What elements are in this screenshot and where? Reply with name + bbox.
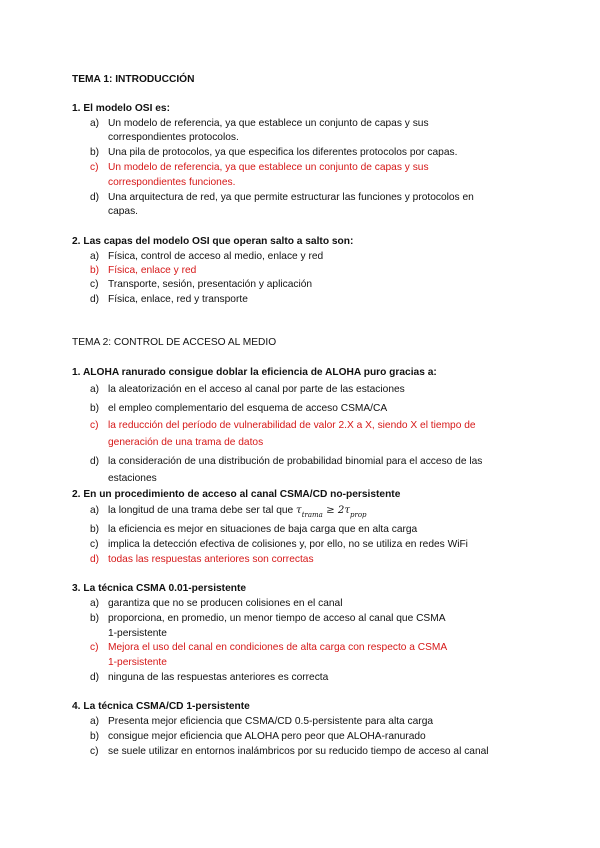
section-title: TEMA 2: CONTROL DE ACCESO AL MEDIO — [72, 337, 277, 348]
option-text-correct: 1-persistente — [108, 657, 167, 668]
option-label: c) — [90, 539, 99, 550]
option-text: proporciona, en promedio, un menor tiempo de acceso al canal que CSMA — [108, 613, 446, 624]
option-text: correspondientes protocolos. — [108, 132, 239, 143]
option-text: Física, enlace, red y transporte — [108, 294, 248, 305]
option-label: b) — [90, 147, 100, 158]
question-heading: 4. La técnica CSMA/CD 1-persistente — [72, 701, 250, 712]
option-text: el empleo complementario del esquema de acceso CSMA/CA — [108, 403, 388, 414]
option-label: b) — [90, 403, 100, 414]
option-label-correct: d) — [90, 554, 100, 565]
option-text-correct: Mejora el uso del canal en condiciones de alta carga con respecto a CSMA — [108, 642, 448, 653]
option-label: d) — [90, 672, 100, 683]
option-label: d) — [90, 294, 100, 305]
option-text: Presenta mejor eficiencia que CSMA/CD 0.5-persistente para alta carga — [108, 716, 434, 727]
option-text: ninguna de las respuestas anteriores es correcta — [108, 672, 329, 683]
option-text: la eficiencia es mejor en situaciones de baja carga que en alta carga — [108, 524, 418, 535]
option-label: b) — [90, 613, 100, 624]
section-title: TEMA 1: INTRODUCCIÓN — [72, 74, 195, 85]
option-text: estaciones — [108, 473, 157, 484]
option-text: la consideración de una distribución de probabilidad binomial para el acceso de las — [108, 456, 483, 467]
question-heading: 1. ALOHA ranurado consigue doblar la eficiencia de ALOHA puro gracias a: — [72, 367, 437, 378]
option-text: la longitud de una trama debe ser tal que $\tau_{trama} \ge 2\tau_{prop}$ — [108, 505, 367, 519]
option-label: d) — [90, 192, 100, 203]
question-heading: 3. La técnica CSMA 0.01-persistente — [72, 583, 247, 594]
option-label: b) — [90, 524, 100, 535]
option-text-correct: generación de una trama de datos — [108, 437, 264, 448]
option-label: a) — [90, 598, 100, 609]
option-label: c) — [90, 279, 99, 290]
option-text-correct: Un modelo de referencia, ya que establece un conjunto de capas y sus — [108, 162, 429, 173]
option-text: Una pila de protocolos, ya que especifica los diferentes protocolos por capas. — [108, 147, 458, 158]
option-label-correct: c) — [90, 642, 99, 653]
option-text-correct: la reducción del período de vulnerabilidad de valor 2.X a X, siendo X el tiempo de — [108, 420, 476, 431]
option-text-correct: Física, enlace y red — [108, 265, 197, 276]
option-label-correct: c) — [90, 420, 99, 431]
option-text: Un modelo de referencia, ya que establece un conjunto de capas y sus — [108, 118, 429, 129]
option-text: 1-persistente — [108, 628, 167, 639]
option-label: a) — [90, 505, 100, 516]
option-text: la aleatorización en el acceso al canal por parte de las estaciones — [108, 384, 405, 395]
option-text: garantiza que no se producen colisiones en el canal — [108, 598, 343, 609]
option-text: capas. — [108, 206, 139, 217]
inequality-formula: $\tau_{trama} \ge 2\tau_{prop}$ — [296, 505, 367, 519]
option-text-correct: correspondientes funciones. — [108, 177, 236, 188]
option-text-correct: todas las respuestas anteriores son correctas — [108, 554, 314, 565]
option-label: a) — [90, 118, 100, 129]
question-heading: 2. En un procedimiento de acceso al canal CSMA/CD no-persistente — [72, 489, 401, 500]
option-label: a) — [90, 251, 100, 262]
option-text: Transporte, sesión, presentación y aplicación — [108, 279, 313, 290]
option-text: consigue mejor eficiencia que ALOHA pero peor que ALOHA-ranurado — [108, 731, 426, 742]
option-label: c) — [90, 746, 99, 757]
question-heading: 2. Las capas del modelo OSI que operan salto a salto son: — [72, 236, 354, 247]
option-label: b) — [90, 731, 100, 742]
option-label-correct: c) — [90, 162, 99, 173]
option-label: d) — [90, 456, 100, 467]
option-text: implica la detección efectiva de colisiones y, por ello, no se utiliza en redes WiFi — [108, 539, 468, 550]
option-label-correct: b) — [90, 265, 100, 276]
option-label: a) — [90, 716, 100, 727]
question-heading: 1. El modelo OSI es: — [72, 103, 170, 114]
option-text: Una arquitectura de red, ya que permite estructurar las funciones y protocolos en — [108, 192, 474, 203]
option-text: Física, control de acceso al medio, enlace y red — [108, 251, 324, 262]
option-label: a) — [90, 384, 100, 395]
option-text: se suele utilizar en entornos inalámbricos por su reducido tiempo de acceso al canal — [108, 746, 489, 757]
